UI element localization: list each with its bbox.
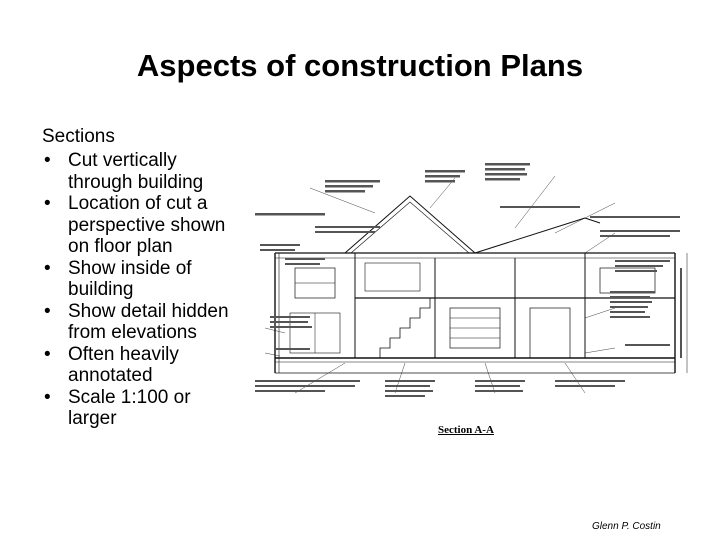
- bullet-item: • Location of cut a perspective shown on floor plan: [42, 193, 242, 258]
- bullet-item: • Cut vertically through building: [42, 150, 242, 193]
- bullet-list: [42, 150, 242, 430]
- roof-ridge: [475, 218, 585, 253]
- bullet-item: • Show inside of building: [42, 258, 242, 301]
- section-heading: Sections: [42, 126, 115, 147]
- drawing-caption: Section A-A: [438, 424, 494, 436]
- roof-slope-right: [585, 218, 600, 223]
- building-section-drawing: [255, 158, 695, 448]
- stairs: [380, 298, 430, 358]
- slide-title: Aspects of construction Plans: [136, 48, 584, 83]
- roof-outline: [345, 196, 475, 253]
- bullet-item: • Show detail hidden from elevations: [42, 301, 242, 344]
- bullet-item: • Often heavily annotated: [42, 344, 242, 387]
- bullet-item: • Scale 1:100 or larger: [42, 387, 242, 430]
- author-footer: Glenn P. Costin: [592, 521, 661, 532]
